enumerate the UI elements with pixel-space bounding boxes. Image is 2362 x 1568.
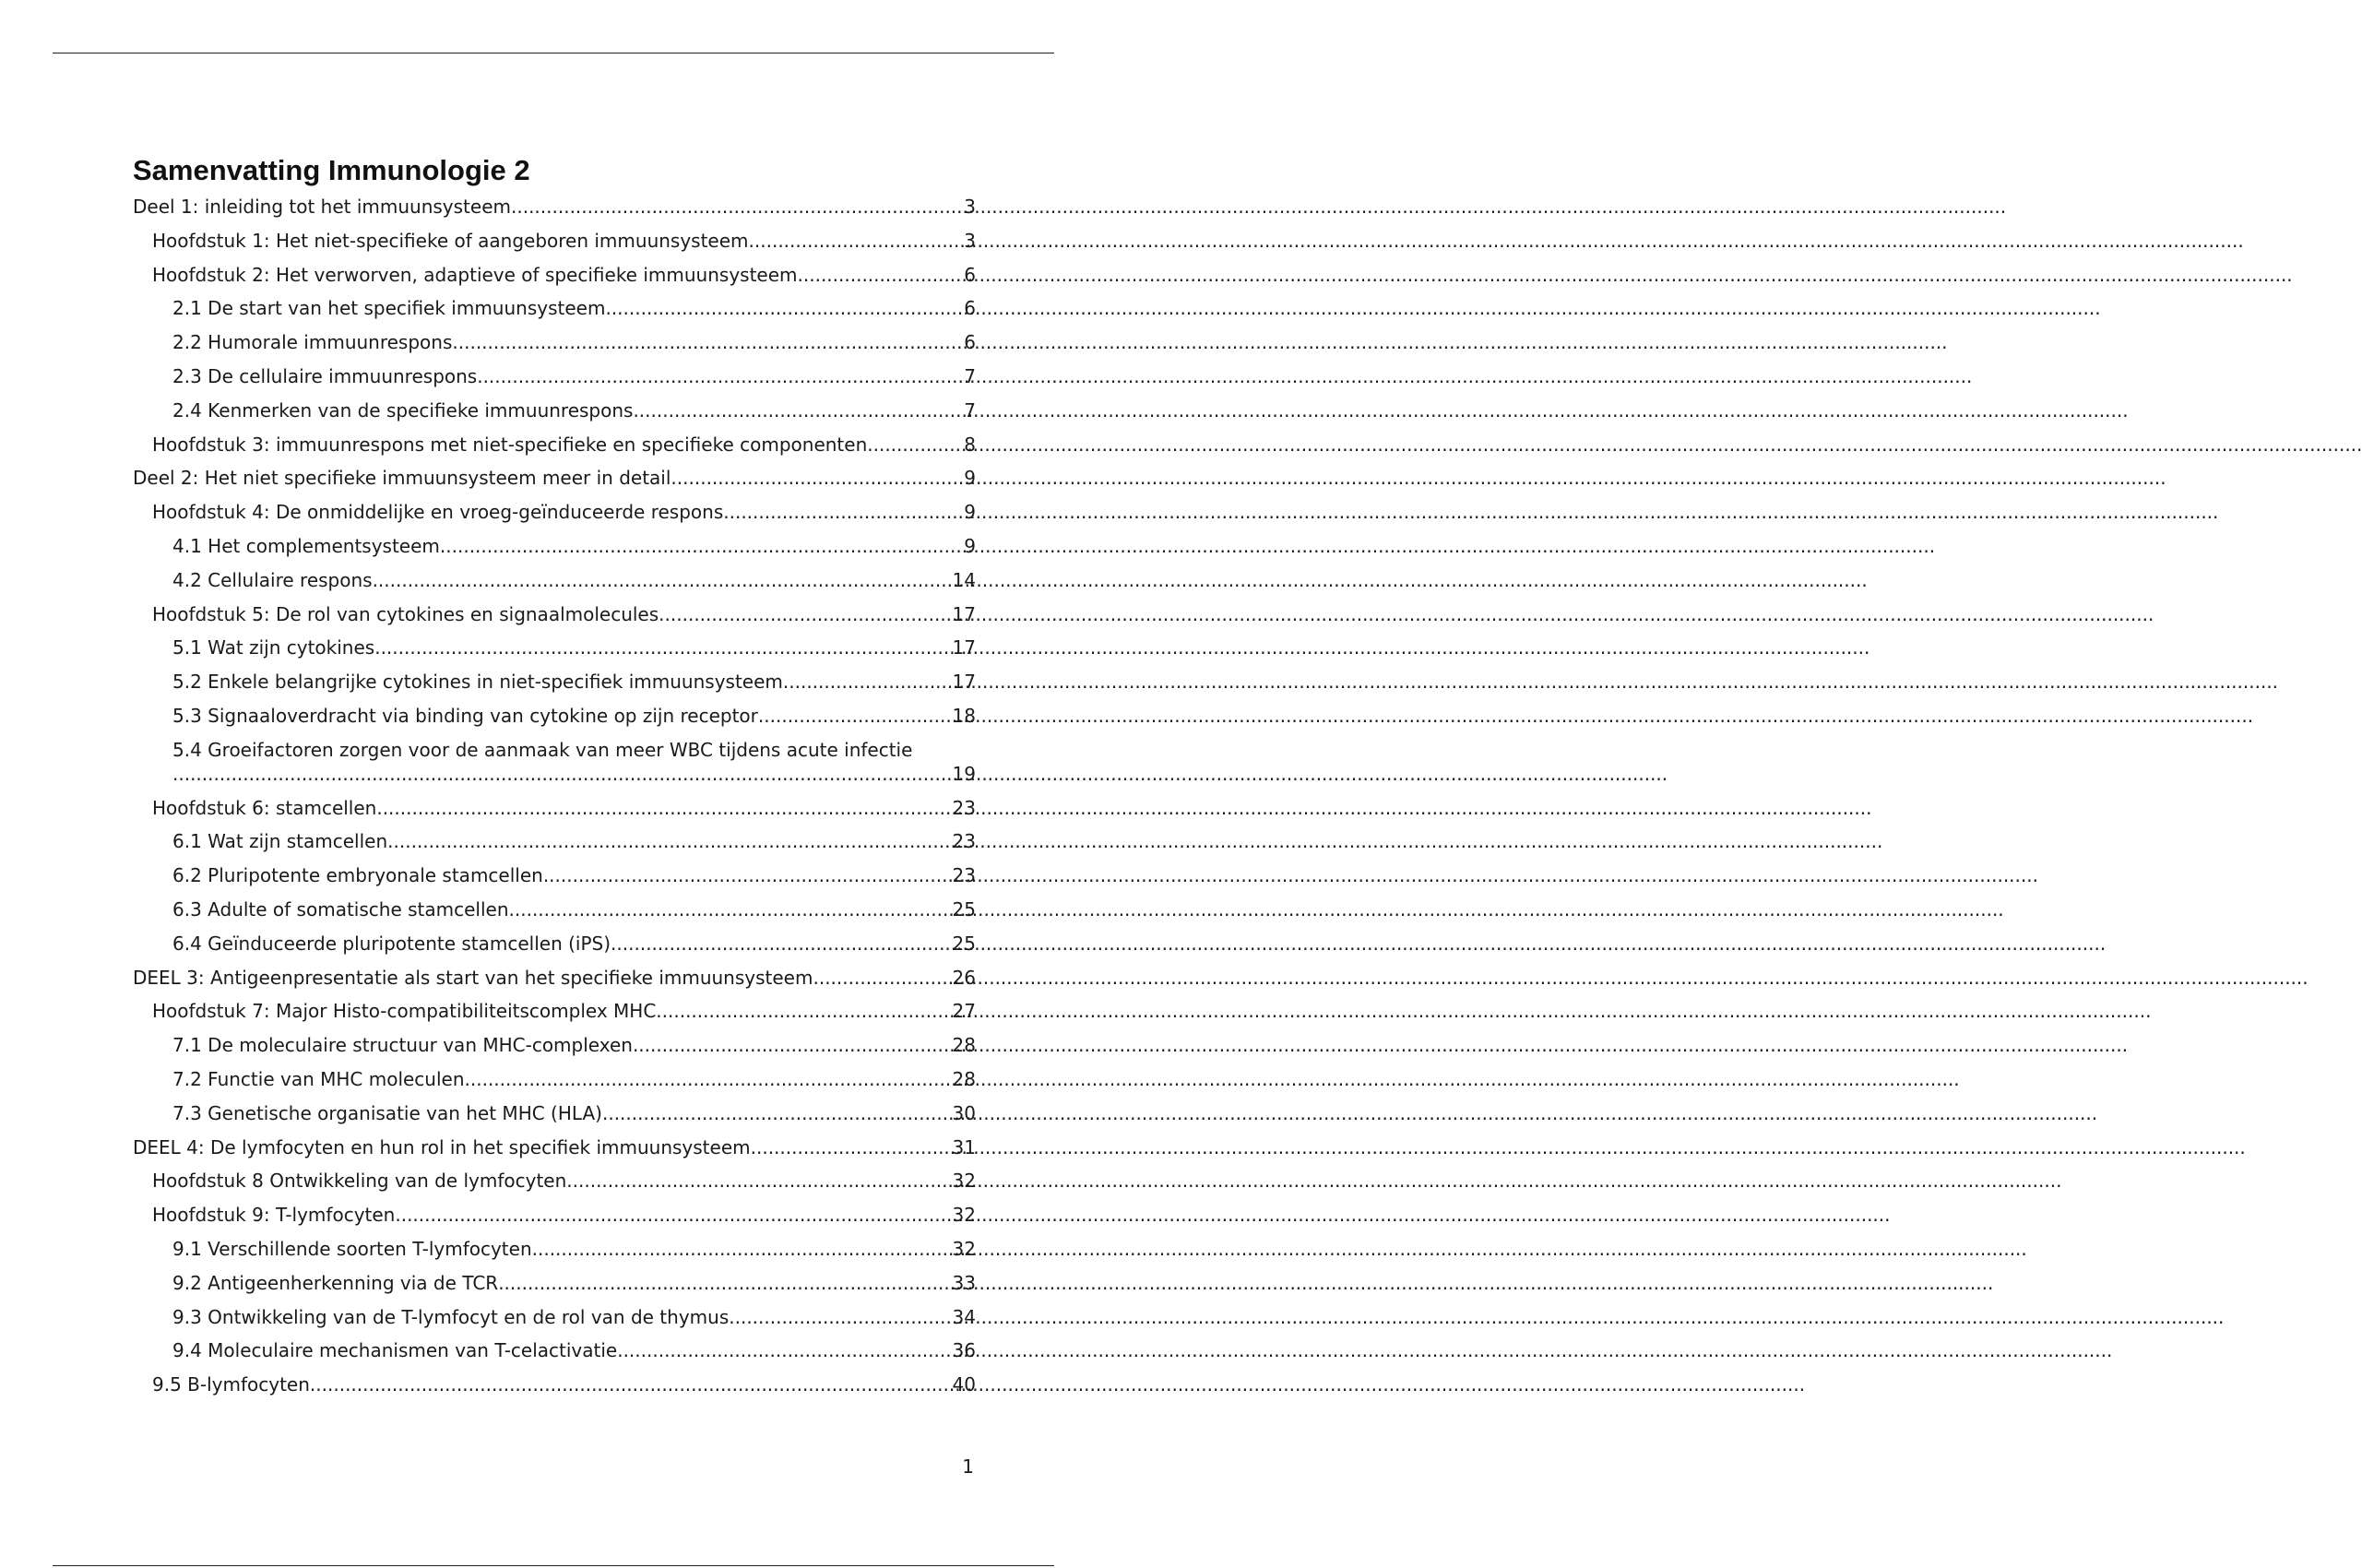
toc-dot-leader — [543, 864, 953, 887]
toc-entry[interactable] — [133, 864, 976, 887]
toc-entry-text: 2.4 Kenmerken van de specifieke immuunrespons — [172, 398, 634, 422]
toc-entry-page: 27 — [952, 1000, 976, 1023]
toc-entry-page: 3 — [964, 196, 976, 218]
toc-entry[interactable] — [133, 1136, 976, 1159]
toc-dot-leader — [751, 1136, 953, 1159]
toc-entry[interactable] — [133, 1272, 976, 1295]
toc-entry-text: 9.4 Moleculaire mechanismen van T-celactivatie — [172, 1339, 618, 1362]
toc-dot-leader — [729, 1306, 952, 1329]
toc-entry-text: 2.2 Humorale immuunrespons — [172, 331, 453, 354]
toc-dot-leader — [532, 1238, 953, 1261]
toc-dot-leader — [659, 603, 952, 626]
toc-dot-leader — [813, 967, 952, 990]
toc-entry-text: Hoofdstuk 8 Ontwikkeling van de lymfocyten — [152, 1170, 567, 1193]
toc-entry[interactable] — [133, 264, 976, 287]
toc-dot-leader — [511, 196, 964, 219]
toc-entry-page: 28 — [952, 1034, 976, 1057]
page-number: 1 — [962, 1455, 974, 1478]
toc-entry-text: 5.2 Enkele belangrijke cytokines in niet-specifiek immuunsysteem — [172, 671, 783, 694]
toc-entry[interactable] — [133, 1373, 976, 1396]
toc-entry[interactable] — [133, 1000, 976, 1023]
toc-entry-page: 23 — [952, 830, 976, 853]
toc-entry[interactable] — [133, 1102, 976, 1125]
toc-entry-page: 33 — [952, 1271, 976, 1294]
toc-entry-text: Hoofdstuk 1: Het niet-specifieke of aangeboren immuunsysteem — [152, 229, 749, 252]
toc-dot-leader — [477, 365, 964, 388]
toc-entry[interactable] — [133, 535, 976, 558]
toc-entry-page: 25 — [952, 932, 976, 955]
toc-entry[interactable] — [133, 399, 976, 422]
toc-entry-page: 23 — [952, 864, 976, 887]
toc-dot-leader — [633, 399, 964, 422]
toc-entry-page: 32 — [952, 1204, 976, 1227]
toc-dot-leader — [798, 264, 965, 287]
toc-entry-text: 6.4 Geïnduceerde pluripotente stamcellen (iPS) — [172, 932, 611, 955]
toc-dot-leader — [617, 1339, 952, 1362]
toc-entry[interactable] — [133, 705, 976, 728]
toc-entry-text: 6.1 Wat zijn stamcellen — [172, 830, 388, 853]
toc-entry-text: 6.3 Adulte of somatische stamcellen — [172, 897, 509, 921]
toc-dot-leader — [605, 297, 964, 320]
toc-entry-text: Hoofdstuk 9: T-lymfocyten — [152, 1204, 396, 1227]
toc-entry-page: 32 — [952, 1170, 976, 1193]
toc-entry-page: 31 — [952, 1135, 976, 1158]
toc-dot-leader — [395, 1204, 952, 1227]
toc-entry-text: 4.2 Cellulaire respons — [172, 568, 373, 591]
toc-entry-text: Hoofdstuk 7: Major Histo-compatibiliteitscomplex MHC — [152, 1000, 657, 1023]
toc-dot-leader — [310, 1373, 953, 1396]
toc-dot-leader — [172, 763, 953, 786]
toc-entry-text: 9.5 B-lymfocyten — [152, 1373, 310, 1396]
toc-entry-page: 40 — [952, 1373, 976, 1396]
toc-entry[interactable] — [133, 365, 976, 388]
toc-entry-page: 8 — [964, 433, 976, 456]
toc-entry-text: 2.3 De cellulaire immuunrespons — [172, 364, 478, 387]
toc-entry-text: 5.1 Wat zijn cytokines — [172, 636, 375, 659]
toc-entry-text: 5.3 Signaaloverdracht via binding van cytokine op zijn receptor — [172, 704, 758, 727]
toc-entry[interactable] — [133, 797, 976, 820]
toc-dot-leader — [749, 230, 965, 253]
toc-entry-page: 36 — [952, 1339, 976, 1362]
toc-dot-leader — [374, 636, 952, 659]
toc-entry-text: Deel 1: inleiding tot het immuunsysteem — [133, 196, 511, 218]
toc-entry-text: 2.1 De start van het specifiek immuunsysteem — [172, 297, 606, 320]
toc-entry[interactable] — [133, 1204, 976, 1227]
toc-entry-text: Hoofdstuk 4: De onmiddelijke en vroeg-geïnduceerde respons — [152, 501, 724, 524]
toc-entry-page: 9 — [964, 501, 976, 524]
toc-entry-page: 18 — [952, 704, 976, 727]
toc-entry[interactable] — [133, 739, 976, 786]
toc-entry-page: 17 — [952, 671, 976, 694]
toc-entry[interactable] — [133, 230, 976, 253]
toc-entry-text: Hoofdstuk 5: De rol van cytokines en signaalmolecules — [152, 602, 659, 625]
toc-entry[interactable] — [133, 434, 976, 457]
toc-entry-text: DEEL 3: Antigeenpresentatie als start van het specifieke immuunsysteem — [133, 966, 813, 989]
toc-dot-leader — [387, 830, 952, 853]
toc-entry[interactable] — [133, 331, 976, 354]
toc-entry[interactable] — [133, 603, 976, 626]
toc-entry-page: 9 — [964, 534, 976, 557]
toc-entry-text: 9.2 Antigeenherkenning via de TCR — [172, 1271, 499, 1294]
toc-entry[interactable] — [133, 671, 976, 694]
toc-entry-page: 26 — [952, 966, 976, 989]
toc-dot-leader — [440, 535, 964, 558]
toc-dot-leader — [373, 569, 953, 592]
toc-entry-page: 7 — [964, 364, 976, 387]
toc-entry-text: 7.2 Functie van MHC moleculen — [172, 1067, 465, 1090]
toc-dot-leader — [656, 1000, 952, 1023]
toc-dot-leader — [633, 1034, 953, 1057]
footer-rule — [53, 1565, 1054, 1566]
toc-entry-page: 28 — [952, 1067, 976, 1090]
toc-entry-text: 7.1 De moleculaire structuur van MHC-complexen — [172, 1034, 633, 1057]
toc-dot-leader — [671, 467, 964, 490]
toc-entry-page: 25 — [952, 897, 976, 921]
document-title: Samenvatting Immunologie 2 — [133, 154, 530, 186]
toc-entry[interactable] — [133, 636, 976, 659]
toc-entry-leader-line — [172, 763, 976, 786]
toc-dot-leader — [376, 797, 952, 820]
toc-entry[interactable] — [133, 830, 976, 853]
toc-entry[interactable] — [133, 196, 976, 219]
toc-entry[interactable] — [133, 967, 976, 990]
toc-entry-page: 14 — [952, 568, 976, 591]
toc-entry[interactable] — [133, 467, 976, 490]
toc-entry-page: 3 — [964, 229, 976, 252]
toc-entry[interactable] — [133, 1170, 976, 1193]
toc-entry-text: 6.2 Pluripotente embryonale stamcellen — [172, 864, 543, 887]
toc-entry-page: 30 — [952, 1101, 976, 1124]
toc-entry-page: 17 — [952, 636, 976, 659]
toc-dot-leader — [723, 501, 964, 524]
toc-entry-page: 19 — [952, 762, 976, 785]
toc-entry[interactable] — [133, 501, 976, 524]
toc-dot-leader — [465, 1068, 953, 1091]
toc-entry[interactable] — [133, 1306, 976, 1329]
toc-entry-page: 17 — [952, 602, 976, 625]
toc-entry-text: Hoofdstuk 3: immuunrespons met niet-specifieke en specifieke componenten — [152, 433, 868, 456]
toc-entry-page: 9 — [964, 467, 976, 490]
toc-entry-text: Hoofdstuk 6: stamcellen — [152, 796, 377, 819]
toc-entry-page: 6 — [964, 297, 976, 320]
toc-entry[interactable] — [133, 1068, 976, 1091]
toc-entry-page: 7 — [964, 398, 976, 422]
toc-entry-text: 9.3 Ontwikkeling van de T-lymfocyt en de rol van de thymus — [172, 1305, 730, 1328]
toc-entry[interactable] — [133, 1238, 976, 1261]
toc-dot-leader — [867, 434, 964, 457]
toc-dot-leader — [602, 1102, 953, 1125]
toc-dot-leader — [509, 898, 953, 921]
toc-entry-text: 4.1 Het complementsysteem — [172, 534, 440, 557]
toc-entry[interactable] — [133, 297, 976, 320]
toc-entry-page: 23 — [952, 796, 976, 819]
toc-entry[interactable] — [133, 1339, 976, 1362]
toc-dot-leader — [783, 671, 953, 694]
toc-dot-leader — [566, 1170, 952, 1193]
toc-entry[interactable] — [133, 932, 976, 956]
toc-entry-page: 6 — [964, 263, 976, 286]
toc-entry-page: 32 — [952, 1237, 976, 1260]
toc-entry[interactable] — [133, 1034, 976, 1057]
toc-entry-page: 34 — [952, 1305, 976, 1328]
toc-dot-leader — [498, 1272, 952, 1295]
toc-entry-text: DEEL 4: De lymfocyten en hun rol in het specifiek immuunsysteem — [133, 1135, 751, 1158]
toc-dot-leader — [452, 331, 964, 354]
toc-entry-text: Deel 2: Het niet specifieke immuunsysteem meer in detail — [133, 467, 671, 490]
toc-entry[interactable] — [133, 898, 976, 921]
toc-entry-text: 7.3 Genetische organisatie van het MHC (HLA) — [172, 1101, 602, 1124]
table-of-contents — [133, 196, 976, 1396]
toc-dot-leader — [611, 932, 953, 956]
toc-entry-text: 9.1 Verschillende soorten T-lymfocyten — [172, 1237, 532, 1260]
toc-entry-text: Hoofdstuk 2: Het verworven, adaptieve of specifieke immuunsysteem — [152, 263, 798, 286]
toc-dot-leader — [758, 705, 953, 728]
toc-entry[interactable] — [133, 569, 976, 592]
toc-entry-text: 5.4 Groeifactoren zorgen voor de aanmaak van meer WBC tijdens acute infectie — [172, 738, 913, 761]
toc-entry-page: 6 — [964, 331, 976, 354]
document-body — [133, 152, 976, 1408]
